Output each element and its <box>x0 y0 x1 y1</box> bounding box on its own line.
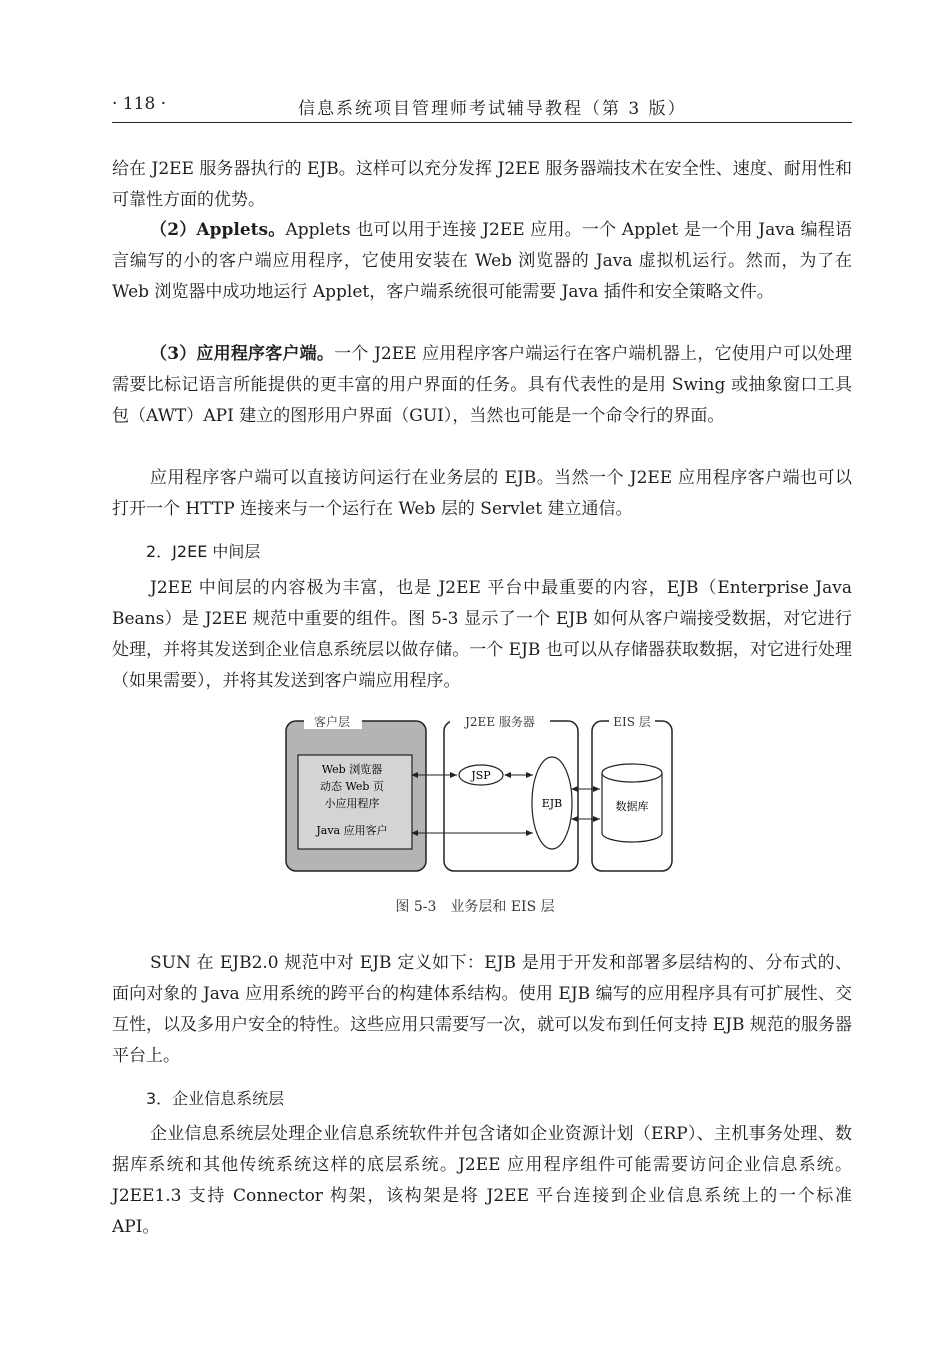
client-web-browser: Web 浏览器 <box>321 763 383 776</box>
running-title: 信息系统项目管理师考试辅导教程（第 3 版） <box>298 99 687 119</box>
eis-tier-label: EIS 层 <box>613 715 651 729</box>
applets-text: Applets 也可以用于连接 J2EE 应用。一个 Applet 是一个用 Java 编程语言编写的小的客户端应用程序，它使用安装在 Web 浏览器的 Java 虚拟机运行。然而，为了在 Web 浏览器中成功地运行 Applet，客户端系统很可能需要 Java 插件和安全策略文件。 <box>112 220 852 302</box>
section-heading-2: 2．J2EE 中间层 <box>146 542 261 561</box>
j2ee-server-label: J2EE 服务器 <box>465 715 535 729</box>
jsp-label: JSP <box>471 769 491 782</box>
page-number: · 118 · <box>112 94 167 114</box>
paragraph-app-client <box>112 339 852 432</box>
figure-caption: 图 5-3 业务层和 EIS 层 <box>395 899 555 915</box>
client-applet: 小应用程序 <box>324 797 380 810</box>
paragraph-applets <box>112 215 852 308</box>
paragraph-6: SUN 在 EJB2.0 规范中对 EJB 定义如下：EJB 是用于开发和部署多层结构的、分布式的、面向对象的 Java 应用系统的跨平台的构建体系结构。使用 EJB 编写的应用程序具有可扩展性、交互性，以及多用户安全的特性。这些应用只需要写一次，就可以发布到任何支持 EJB 规范的服务器平台上。 <box>112 953 852 1066</box>
paragraph-7: 企业信息系统层处理企业信息系统软件并包含诸如企业资源计划（ERP）、主机事务处理、数据库系统和其他传统系统这样的底层系统。J2EE 应用程序组件可能需要访问企业信息系统。J2EE1.3 支持 Connector 构架，该构架是将 J2EE 平台连接到企业信息系统上的一个标准 API。 <box>112 1124 852 1237</box>
running-header <box>112 94 852 123</box>
paragraph-5: J2EE 中间层的内容极为丰富，也是 J2EE 平台中最重要的内容，EJB（Enterprise Java Beans）是 J2EE 规范中重要的组件。图 5-3 显示了一个 EJB 如何从客户端接受数据，对它进行处理，并将其发送到企业信息系统层以做存储。一个 EJB 也可以从存储器获取数据，对它进行处理（如果需要），并将其发送到客户端应用程序。 <box>112 578 852 691</box>
section-heading-3: 3．企业信息系统层 <box>146 1089 285 1108</box>
ejb-label: EJB <box>541 797 563 810</box>
app-client-heading: （3）应用程序客户端。 <box>150 344 335 364</box>
client-dynamic-web: 动态 Web 页 <box>320 780 384 793</box>
applets-heading: （2）Applets。 <box>150 220 286 240</box>
client-tier-label: 客户层 <box>313 715 351 729</box>
database-label: 数据库 <box>615 800 649 813</box>
app-client-text: 一个 J2EE 应用程序客户端运行在客户端机器上，它使用户可以处理需要比标记语言所能提供的更丰富的用户界面的任务。具有代表性的是用 Swing 或抽象窗口工具包（AWT）API 建立的图形用户界面（GUI），当然也可能是一个命令行的界面。 <box>112 344 852 426</box>
figure-5-3-diagram <box>284 715 674 875</box>
paragraph-4: 应用程序客户端可以直接访问运行在业务层的 EJB。当然一个 J2EE 应用程序客户端也可以打开一个 HTTP 连接来与一个运行在 Web 层的 Servlet 建立通信。 <box>112 468 852 519</box>
paragraph-1: 给在 J2EE 服务器执行的 EJB。这样可以充分发挥 J2EE 服务器端技术在安全性、速度、耐用性和可靠性方面的优势。 <box>112 159 852 210</box>
client-java-app: Java 应用客户 <box>316 824 388 837</box>
